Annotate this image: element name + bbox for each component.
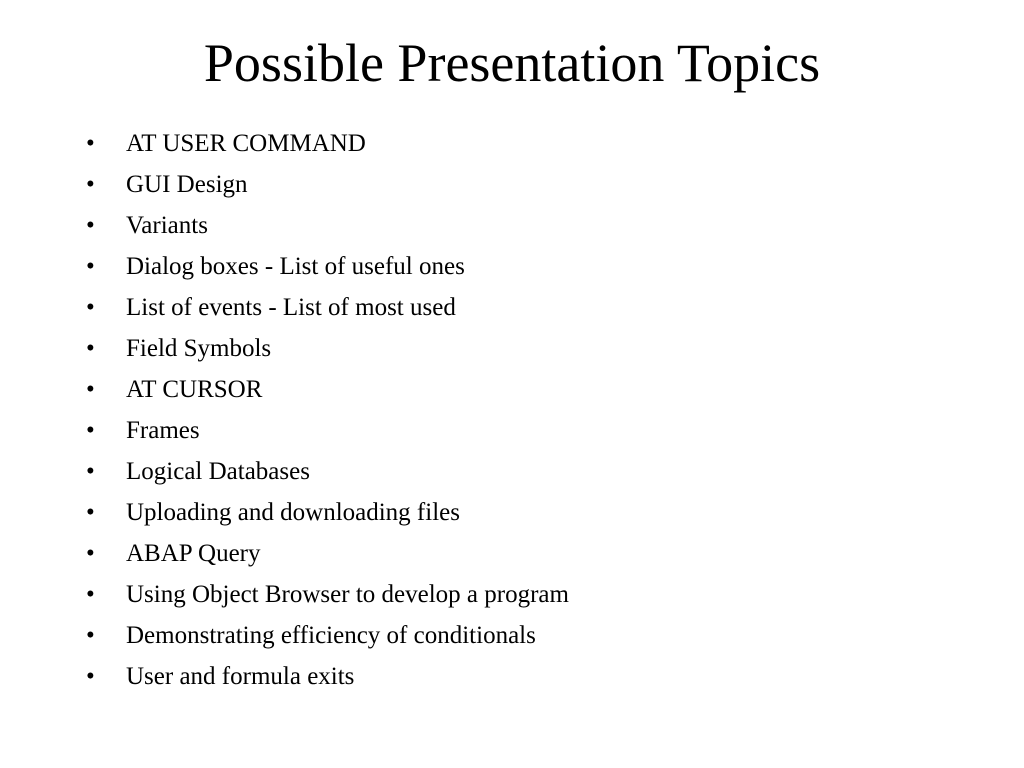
bullet-icon: • — [86, 458, 95, 485]
bullet-icon: • — [86, 171, 95, 198]
list-item-text: Demonstrating efficiency of conditionals — [126, 622, 536, 649]
bullet-icon: • — [86, 130, 95, 157]
bullet-icon: • — [86, 499, 95, 526]
bullet-icon: • — [86, 622, 95, 649]
list-item-text: AT CURSOR — [126, 376, 263, 403]
bullet-icon: • — [86, 294, 95, 321]
list-item-text: Frames — [126, 417, 200, 444]
slide-title: Possible Presentation Topics — [203, 33, 821, 93]
list-item-text: Variants — [126, 212, 208, 239]
list-item-text: AT USER COMMAND — [126, 130, 366, 157]
list-item-text: ABAP Query — [126, 540, 261, 567]
bullet-icon: • — [86, 376, 95, 403]
list-item-text: User and formula exits — [126, 663, 355, 690]
list-item-text: Using Object Browser to develop a program — [126, 581, 569, 608]
bullet-icon: • — [86, 581, 95, 608]
list-item-text: GUI Design — [126, 171, 248, 198]
list-item-text: Field Symbols — [126, 335, 272, 362]
bullet-icon: • — [86, 417, 95, 444]
list-item-text: Dialog boxes - List of useful ones — [126, 253, 465, 280]
list-item-text: Logical Databases — [126, 458, 310, 485]
list-item-text: Uploading and downloading files — [126, 499, 460, 526]
bullet-icon: • — [86, 663, 95, 690]
bullet-icon: • — [86, 335, 95, 362]
list-item-text: List of events - List of most used — [126, 294, 456, 321]
bullet-icon: • — [86, 253, 95, 280]
bullet-icon: • — [86, 212, 95, 239]
bullet-icon: • — [86, 540, 95, 567]
